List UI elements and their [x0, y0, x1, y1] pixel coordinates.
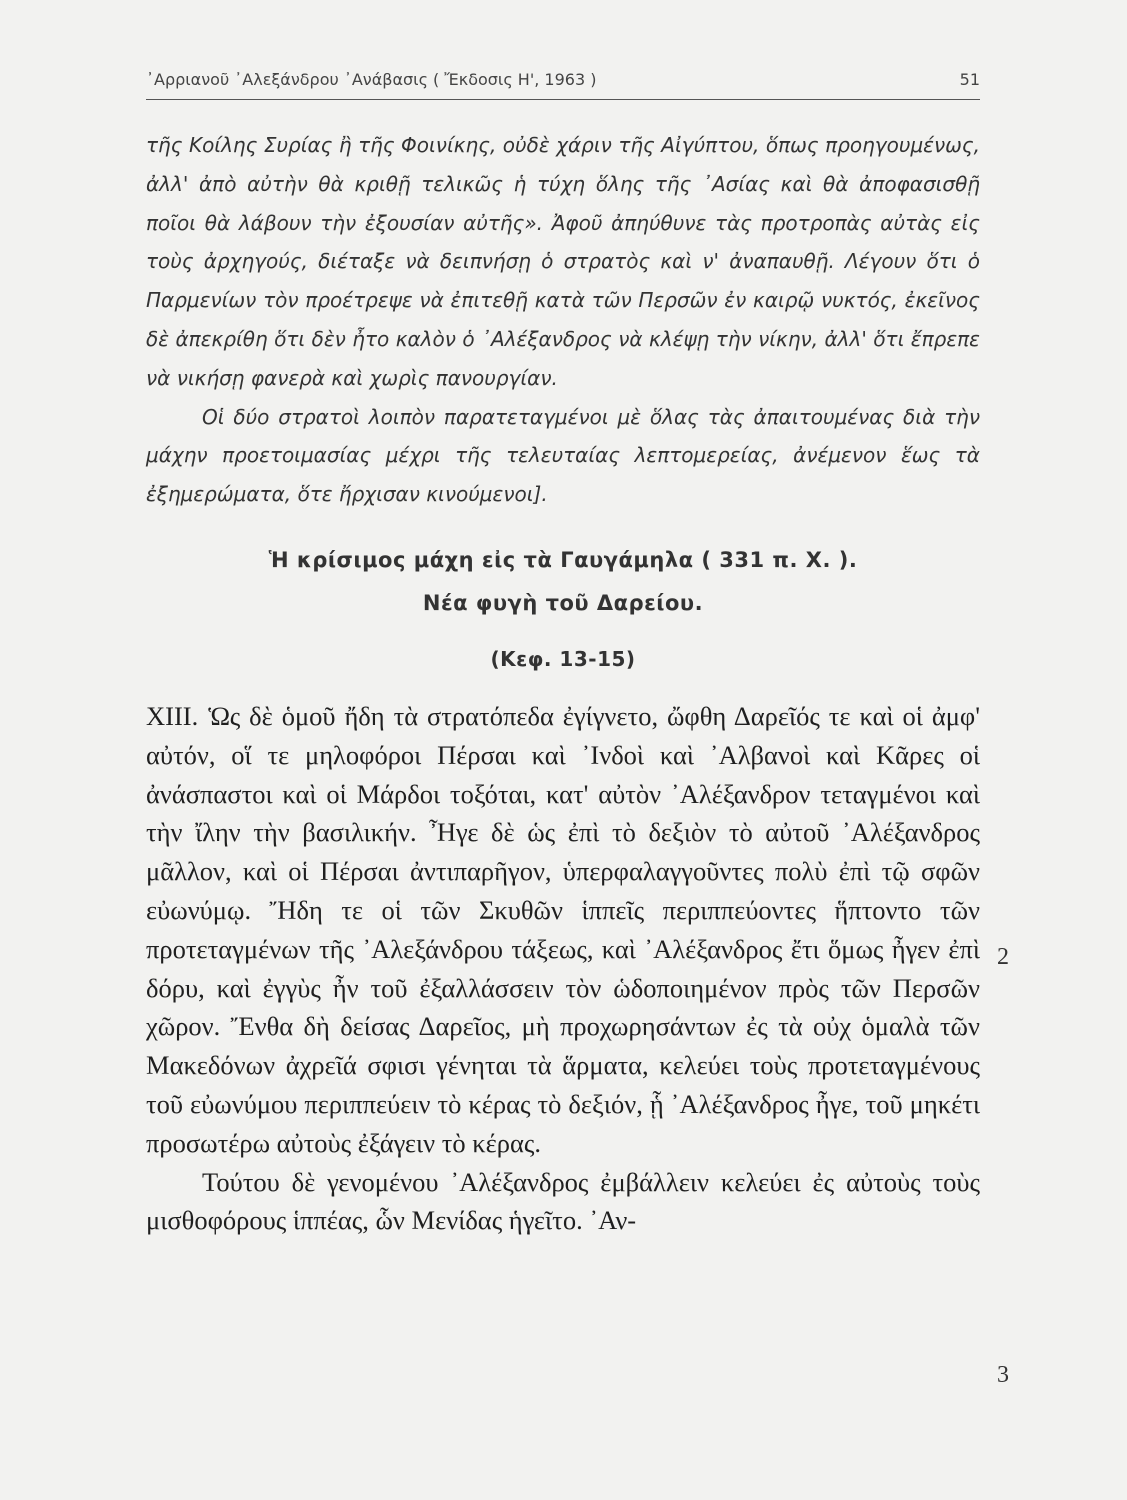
- chapter-number: XIII.: [146, 701, 199, 731]
- translation-note: [146, 126, 980, 514]
- margin-section-number: 3: [997, 1362, 1009, 1388]
- running-head: [146, 70, 980, 89]
- page-number: 51: [959, 70, 980, 89]
- paragraph-text: Ὡς δὲ ὁμοῦ ἤδη τὰ στρατόπεδα ἐγίγνετο, ὤφθη Δαρεῖός τε καὶ οἱ ἀμφ' αὐτόν, οἵ τε μηλοφόροι Πέρσαι καὶ ᾿Ινδοὶ καὶ ᾿Αλβανοὶ καὶ Κᾶρες οἱ ἀνάσπαστοι καὶ οἱ Μάρδοι τοξόται, κατ' αὐτὸν ᾿Αλέξανδρον τεταγμένοι καὶ τὴν ἴλην τὴν βασιλικήν. Ἦγε δὲ ὡς ἐπὶ τὸ δεξιὸν τὸ αὐτοῦ ᾿Αλέξανδρος μᾶλλον, καὶ οἱ Πέρσαι ἀντιπαρῆγον, ὑπερφαλαγγοῦντες πολὺ ἐπὶ τῷ σφῶν εὐωνύμῳ. Ἤδη τε οἱ τῶν Σκυθῶν ἱππεῖς περιππεύοντες ἥπτοντο τῶν προτεταγμένων τῆς ᾿Αλεξάνδρου τάξεως, καὶ ᾿Αλέξανδρος ἔτι ὅμως ἦγεν ἐπὶ δόρυ, καὶ ἐγγὺς ἦν τοῦ ἐξαλλάσσειν τὸν ὡδοποιημένον πρὸς τῶν Περσῶν χῶρον. Ἔνθα δὴ δείσας Δαρεῖος, μὴ προχωρησάντων ἐς τὰ οὐχ ὁμαλὰ τῶν Μακεδόνων ἀχρεῖά σφισι γένηται τὰ ἅρματα, κελεύει τοὺς προτεταγμένους τοῦ εὐωνύμου περιππεύειν τὸ κέρας τὸ δεξιόν, ᾗ ᾿Αλέξανδρος ἦγε, τοῦ μηκέτι προσωτέρω αὐτοὺς ἐξάγειν τὸ κέρας.: [146, 701, 980, 1158]
- chapter-range: (Κεφ. 13-15): [490, 647, 636, 671]
- header-rule: [146, 99, 980, 100]
- running-title: ᾿Αρριανοῦ ᾿Αλεξάνδρου ᾿Ανάβασις ( Ἔκδοσις Η', 1963 ): [146, 70, 597, 89]
- text-paragraph: [146, 697, 980, 1163]
- greek-text: [146, 697, 980, 1240]
- text-paragraph: Τούτου δὲ γενομένου ᾿Αλέξανδρος ἐμβάλλειν κελεύει ἐς αὐτοὺς τοὺς μισθοφόρους ἱππέας, ὧν Μενίδας ἡγεῖτο. ᾿Αν-: [146, 1166, 980, 1236]
- margin-section-number: 2: [997, 944, 1009, 970]
- section-title: Ἡ κρίσιμος μάχη εἰς τὰ Γαυγάμηλα ( 331 π. Χ. ).: [268, 548, 858, 572]
- section-subtitle: Νέα φυγὴ τοῦ Δαρείου.: [422, 591, 704, 615]
- note-paragraph: Οἱ δύο στρατοὶ λοιπὸν παρατεταγμένοι μὲ ὅλας τὰς ἀπαιτουμένας διὰ τὴν μάχην προετοιμασίας μέχρι τῆς τελευταίας λεπτομερείας, ἀνέμενον ἕως τὰ ἐξημερώματα, ὅτε ἤρχισαν κινούμενοι].: [146, 404, 980, 507]
- note-paragraph: τῆς Κοίλης Συρίας ἢ τῆς Φοινίκης, οὐδὲ χάριν τῆς Αἰγύπτου, ὅπως προηγουμένως, ἀλλ' ἀπὸ αὐτὴν θὰ κριθῇ τελικῶς ἡ τύχη ὅλης τῆς ᾿Ασίας καὶ θὰ ἀποφασισθῇ ποῖοι θὰ λάβουν τὴν ἐξουσίαν αὐτῆς». Ἀφοῦ ἀπηύθυνε τὰς προτροπὰς αὐτὰς εἰς τοὺς ἀρχηγούς, διέταξε νὰ δειπνήσῃ ὁ στρατὸς καὶ ν' ἀναπαυθῇ. Λέγουν ὅτι ὁ Παρμενίων τὸν προέτρεψε νὰ ἐπιτεθῇ κατὰ τῶν Περσῶν ἐν καιρῷ νυκτός, ἐκεῖνος δὲ ἀπεκρίθη ὅτι δὲν ἦτο καλὸν ὁ ᾿Αλέξανδρος νὰ κλέψῃ τὴν νίκην, ἀλλ' ὅτι ἔπρεπε νὰ νικήσῃ φανερὰ καὶ χωρὶς πανουργίαν.: [146, 133, 980, 390]
